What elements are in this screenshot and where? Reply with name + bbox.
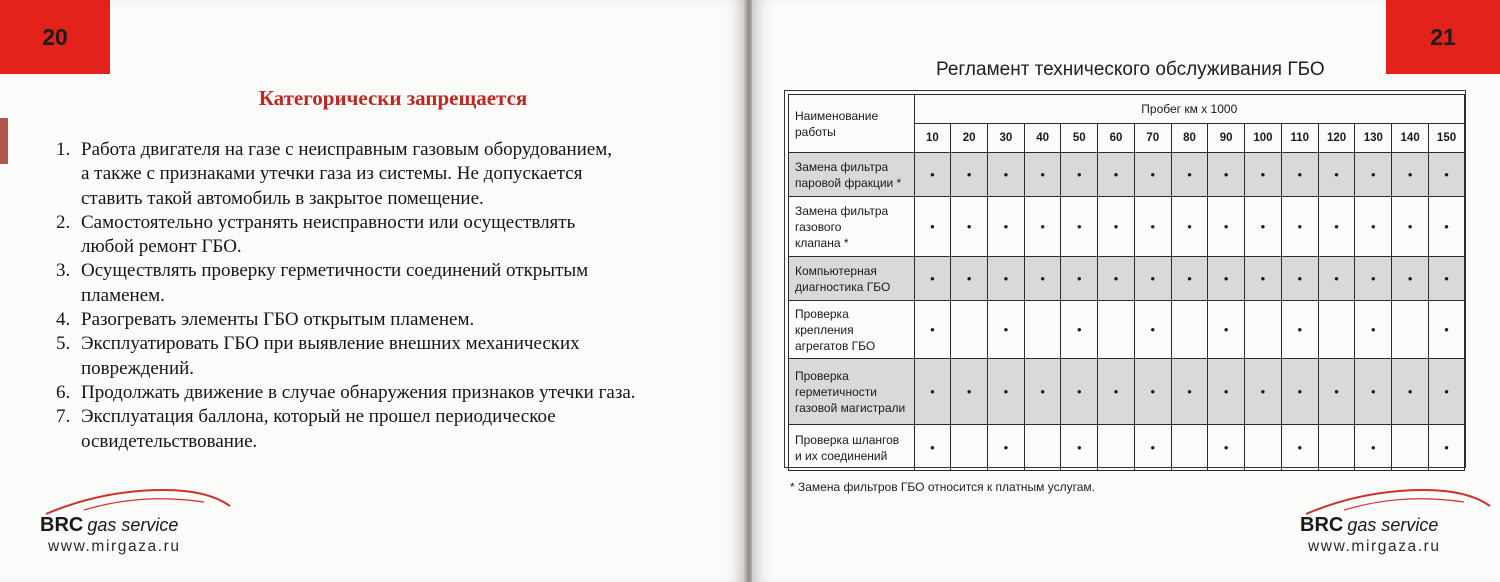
- service-mark: •: [1134, 197, 1171, 257]
- page-number-right: 21: [1386, 0, 1500, 74]
- empty-cell: [1318, 301, 1355, 359]
- service-mark: •: [1392, 359, 1429, 425]
- service-mark: •: [1061, 301, 1098, 359]
- schedule-title: Регламент технического обслуживания ГБО: [936, 59, 1325, 80]
- service-mark: •: [1061, 153, 1098, 197]
- service-mark: •: [914, 425, 951, 471]
- work-name: Проверка шлангов и их соединений: [789, 425, 915, 471]
- rule-text: Эксплуатация баллона, который не прошел периодическое освидетельствование.: [81, 406, 556, 452]
- mileage-cell: 10: [914, 124, 951, 153]
- rule-item: [56, 332, 726, 381]
- service-mark: •: [951, 197, 988, 257]
- service-mark: •: [1318, 359, 1355, 425]
- work-name-header: Наименование работы: [789, 95, 915, 153]
- rule-text: Самостоятельно устранять неисправности или осуществлять любой ремонт ГБО.: [81, 211, 576, 258]
- empty-cell: [1098, 301, 1135, 359]
- service-mark: •: [1208, 197, 1245, 257]
- service-mark: •: [1355, 425, 1392, 471]
- work-name: Замена фильтра паровой фракции *: [789, 153, 915, 197]
- service-mark: •: [1098, 359, 1135, 425]
- schedule-table-frame: [784, 90, 1466, 468]
- service-mark: •: [1429, 425, 1465, 471]
- service-mark: •: [1355, 359, 1392, 425]
- empty-cell: [1318, 425, 1355, 471]
- brand-website: www.mirgaza.ru: [48, 538, 181, 555]
- service-mark: •: [1171, 257, 1208, 301]
- empty-cell: [1392, 301, 1429, 359]
- service-mark: •: [1171, 197, 1208, 257]
- rule-number: 4.: [56, 309, 71, 331]
- mileage-cell: 80: [1171, 124, 1208, 153]
- service-mark: •: [1355, 257, 1392, 301]
- empty-cell: [951, 301, 988, 359]
- right-page: [752, 0, 1500, 582]
- service-mark: •: [1245, 153, 1282, 197]
- service-mark: •: [1245, 359, 1282, 425]
- service-mark: •: [1318, 153, 1355, 197]
- empty-cell: [1024, 301, 1061, 359]
- empty-cell: [1245, 425, 1282, 471]
- service-mark: •: [1429, 257, 1465, 301]
- service-mark: •: [1245, 197, 1282, 257]
- service-mark: •: [1429, 197, 1465, 257]
- mileage-cell: 70: [1134, 124, 1171, 153]
- schedule-row: [789, 359, 1465, 425]
- mileage-cell: 30: [988, 124, 1025, 153]
- rule-number: 3.: [56, 260, 71, 282]
- service-mark: •: [1098, 197, 1135, 257]
- service-mark: •: [988, 359, 1025, 425]
- service-mark: •: [988, 425, 1025, 471]
- empty-cell: [1098, 425, 1135, 471]
- service-mark: •: [988, 257, 1025, 301]
- service-mark: •: [1392, 153, 1429, 197]
- prohibited-title: Категорически запрещается: [258, 86, 528, 110]
- mileage-header: Пробег км x 1000: [914, 95, 1464, 124]
- service-mark: •: [1318, 197, 1355, 257]
- service-mark: •: [1392, 257, 1429, 301]
- footnote: * Замена фильтров ГБО относится к платным услугам.: [790, 480, 1096, 494]
- rule-number: 5.: [56, 333, 71, 355]
- page-number-left: 20: [0, 0, 110, 74]
- mileage-cell: 120: [1318, 124, 1355, 153]
- rule-number: 7.: [56, 406, 71, 428]
- schedule-row: [789, 425, 1465, 471]
- service-mark: •: [914, 197, 951, 257]
- brand-logo: BRC gas service: [40, 514, 179, 536]
- mileage-cell: 20: [951, 124, 988, 153]
- service-mark: •: [1134, 425, 1171, 471]
- service-mark: •: [1245, 257, 1282, 301]
- service-mark: •: [914, 153, 951, 197]
- prohibited-list: [56, 138, 726, 454]
- rule-number: 1.: [56, 139, 71, 160]
- car-silhouette-icon: [44, 484, 234, 518]
- left-page: [0, 0, 746, 582]
- mileage-cell: 60: [1098, 124, 1135, 153]
- service-mark: •: [1429, 301, 1465, 359]
- service-mark: •: [1281, 301, 1318, 359]
- service-mark: •: [1208, 425, 1245, 471]
- service-mark: •: [1281, 359, 1318, 425]
- maintenance-schedule-table: [788, 94, 1465, 471]
- empty-cell: [1171, 301, 1208, 359]
- mileage-cell: 110: [1281, 124, 1318, 153]
- page-edge-mark: [0, 118, 8, 164]
- work-name: Проверка герметичности газовой магистрали: [789, 359, 915, 425]
- service-mark: •: [1098, 153, 1135, 197]
- service-mark: •: [1024, 257, 1061, 301]
- service-mark: •: [1429, 153, 1465, 197]
- mileage-cell: 40: [1024, 124, 1061, 153]
- schedule-row: [789, 153, 1465, 197]
- mileage-cell: 130: [1355, 124, 1392, 153]
- empty-cell: [1392, 425, 1429, 471]
- rule-text: Эксплуатировать ГБО при выявление внешних механических повреждений.: [81, 333, 580, 379]
- brand-logo: BRC gas service: [1300, 514, 1439, 536]
- rule-text: Разогревать элементы ГБО открытым пламенем.: [81, 309, 475, 331]
- header-row: [789, 95, 1465, 124]
- empty-cell: [1171, 425, 1208, 471]
- service-mark: •: [1061, 425, 1098, 471]
- brand-block-left: [40, 484, 240, 564]
- service-mark: •: [951, 153, 988, 197]
- mileage-cell: 100: [1245, 124, 1282, 153]
- service-mark: •: [1171, 359, 1208, 425]
- rule-item: [56, 211, 726, 260]
- service-mark: •: [1134, 359, 1171, 425]
- work-name: Замена фильтра газового клапана *: [789, 197, 915, 257]
- service-mark: •: [1281, 257, 1318, 301]
- empty-cell: [951, 425, 988, 471]
- service-mark: •: [988, 301, 1025, 359]
- rule-text: Осуществлять проверку герметичности соединений открытым пламенем.: [81, 260, 589, 306]
- service-mark: •: [1134, 153, 1171, 197]
- service-mark: •: [1208, 301, 1245, 359]
- service-mark: •: [1024, 197, 1061, 257]
- service-mark: •: [914, 257, 951, 301]
- mileage-cell: 140: [1392, 124, 1429, 153]
- service-mark: •: [1318, 257, 1355, 301]
- service-mark: •: [1061, 359, 1098, 425]
- service-mark: •: [1061, 197, 1098, 257]
- service-mark: •: [1134, 301, 1171, 359]
- service-mark: •: [1024, 359, 1061, 425]
- service-mark: •: [914, 301, 951, 359]
- service-mark: •: [1355, 153, 1392, 197]
- rule-item: [56, 259, 726, 308]
- service-mark: •: [1429, 359, 1465, 425]
- service-mark: •: [951, 359, 988, 425]
- service-mark: •: [988, 197, 1025, 257]
- car-silhouette-icon: [1304, 484, 1494, 518]
- service-mark: •: [1281, 153, 1318, 197]
- service-mark: •: [1098, 257, 1135, 301]
- rule-item: [56, 381, 726, 405]
- service-mark: •: [1208, 359, 1245, 425]
- schedule-row: [789, 197, 1465, 257]
- service-mark: •: [1134, 257, 1171, 301]
- service-mark: •: [1281, 425, 1318, 471]
- service-mark: •: [951, 257, 988, 301]
- service-mark: •: [1281, 197, 1318, 257]
- rule-item: [56, 405, 726, 454]
- rule-item: [56, 138, 726, 211]
- rule-text: Продолжать движение в случае обнаружения признаков утечки газа.: [81, 381, 636, 403]
- service-mark: •: [914, 359, 951, 425]
- service-mark: •: [988, 153, 1025, 197]
- mileage-cell: 90: [1208, 124, 1245, 153]
- mileage-cell: 150: [1429, 124, 1465, 153]
- work-name: Проверка крепления агрегатов ГБО: [789, 301, 915, 359]
- schedule-row: [789, 301, 1465, 359]
- service-mark: •: [1208, 153, 1245, 197]
- rule-item: [56, 308, 726, 332]
- empty-cell: [1024, 425, 1061, 471]
- mileage-cell: 50: [1061, 124, 1098, 153]
- service-mark: •: [1024, 153, 1061, 197]
- work-name: Компьютерная диагностика ГБО: [789, 257, 915, 301]
- service-mark: •: [1355, 301, 1392, 359]
- empty-cell: [1245, 301, 1282, 359]
- rule-number: 6.: [56, 381, 71, 403]
- service-mark: •: [1171, 153, 1208, 197]
- schedule-row: [789, 257, 1465, 301]
- brand-block-right: [1300, 484, 1500, 564]
- service-mark: •: [1355, 197, 1392, 257]
- rule-number: 2.: [56, 211, 71, 233]
- service-mark: •: [1208, 257, 1245, 301]
- service-mark: •: [1392, 197, 1429, 257]
- brand-website: www.mirgaza.ru: [1308, 538, 1441, 555]
- rule-text: Работа двигателя на газе с неисправным газовым оборудованием, а также с признаками утечки газа из системы. Не допускается ставить такой автомобиль в закрытое помещение.: [81, 139, 613, 209]
- service-mark: •: [1061, 257, 1098, 301]
